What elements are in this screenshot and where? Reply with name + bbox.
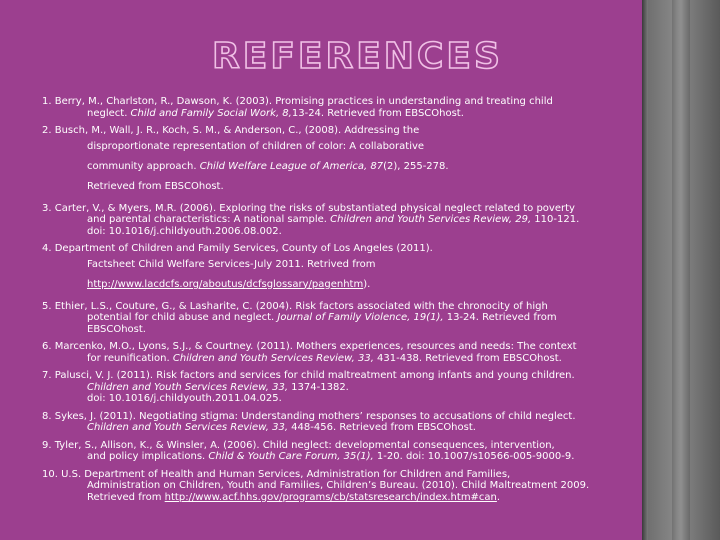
reference-text: Ethier, L.S., Couture, G., & Lasharite, C. (2004). Risk factors associated with the chronocity of high	[54, 300, 548, 312]
reference-number: 7.	[42, 370, 52, 381]
reference-continuation: Retrieved from EBSCOhost.	[87, 180, 224, 192]
reference-item-9	[42, 440, 640, 463]
reference-item-6	[42, 341, 640, 364]
reference-continuation: Retrieved from http://www.acf.hhs.gov/programs/cb/statsresearch/index.htm#can.	[87, 491, 501, 503]
reference-item-3	[42, 203, 640, 238]
reference-continuation: and policy implications. Child & Youth Care Forum, 35(1), 1-20. doi: 10.1007/s10566-005-9000-9.	[87, 451, 575, 462]
reference-text: Tyler, S., Allison, K., & Winsler, A. (2006). Child neglect: developmental consequences, intervention,	[54, 439, 555, 451]
reference-number: 5.	[42, 300, 52, 312]
reference-link[interactable]: http://www.lacdcfs.org/aboutus/dcfsglossary/pagenhtm	[87, 278, 364, 290]
reference-continuation: Administration on Children, Youth and Families, Children’s Bureau. (2010). Child Maltreatment 2009.	[87, 480, 590, 491]
reference-doi: doi: 10.1016/j.childyouth.2006.08.002.	[87, 225, 282, 237]
reference-item-10	[42, 469, 640, 504]
reference-number: 4.	[42, 243, 52, 254]
reference-number: 1.	[42, 96, 52, 107]
reference-continuation: Children and Youth Services Review, 33, 448-456. Retrieved from EBSCOhost.	[87, 422, 476, 433]
reference-continuation: for reunification. Children and Youth Services Review, 33, 431-438. Retrieved from EBSCOhost.	[87, 352, 562, 364]
reference-continuation: Factsheet Child Welfare Services-July 2011. Retrived from	[87, 258, 376, 270]
reference-number: 3.	[42, 202, 52, 214]
reference-text: Busch, M., Wall, J. R., Koch, S. M., & Anderson, C., (2008). Addressing the	[54, 125, 420, 136]
reference-continuation: and parental characteristics: A national sample. Children and Youth Services Review, 29, 110-121.	[87, 214, 580, 225]
decorative-side-band	[642, 0, 720, 540]
reference-item-8	[42, 411, 640, 434]
reference-continuation: Children and Youth Services Review, 33, 1374-1382.	[87, 381, 349, 393]
reference-number: 9.	[42, 439, 52, 451]
reference-text: Carter, V., & Myers, M.R. (2006). Exploring the risks of substantiated physical neglect related to poverty	[54, 202, 575, 214]
slide-title: REFERENCES	[212, 36, 503, 77]
reference-list	[42, 96, 640, 509]
reference-text: Sykes, J. (2011). Negotiating stigma: Understanding mothers’ responses to accusations of child neglect.	[54, 410, 576, 422]
reference-number: 10.	[42, 468, 58, 480]
reference-text: Berry, M., Charlston, R., Dawson, K. (2003). Promising practices in understanding and treating child	[54, 96, 553, 107]
reference-link[interactable]: http://www.acf.hhs.gov/programs/cb/statsresearch/index.htm#can	[164, 491, 497, 503]
reference-continuation: disproportionate representation of children of color: A collaborative	[87, 140, 425, 152]
reference-text: Palusci, V. J. (2011). Risk factors and services for child maltreatment among infants and young children.	[54, 370, 575, 381]
reference-text: U.S. Department of Health and Human Services, Administration for Children and Families,	[61, 468, 511, 480]
reference-item-7	[42, 370, 640, 405]
reference-doi: doi: 10.1016/j.childyouth.2011.04.025.	[87, 393, 282, 404]
reference-number: 8.	[42, 410, 52, 422]
reference-continuation: community approach. Child Welfare League of America, 87(2), 255-278.	[87, 160, 449, 172]
reference-number: 2.	[42, 125, 52, 136]
reference-continuation: potential for child abuse and neglect. Journal of Family Violence, 19(1), 13-24. Retrieved from	[87, 312, 557, 323]
reference-continuation: EBSCOhost.	[87, 323, 146, 335]
reference-continuation: http://www.lacdcfs.org/aboutus/dcfsglossary/pagenhtm).	[87, 278, 371, 290]
reference-text: Marcenko, M.O., Lyons, S.J., & Courtney. (2011). Mothers experiences, resources and needs: The context	[54, 341, 577, 352]
reference-number: 6.	[42, 341, 52, 352]
reference-item-5	[42, 301, 640, 336]
reference-continuation: neglect. Child and Family Social Work, 8,13-24. Retrieved from EBSCOhost.	[87, 107, 464, 119]
reference-text: Department of Children and Family Services, County of Los Angeles (2011).	[54, 243, 433, 254]
reference-item-2	[42, 125, 640, 197]
reference-item-4	[42, 243, 640, 295]
reference-item-1	[42, 96, 640, 119]
